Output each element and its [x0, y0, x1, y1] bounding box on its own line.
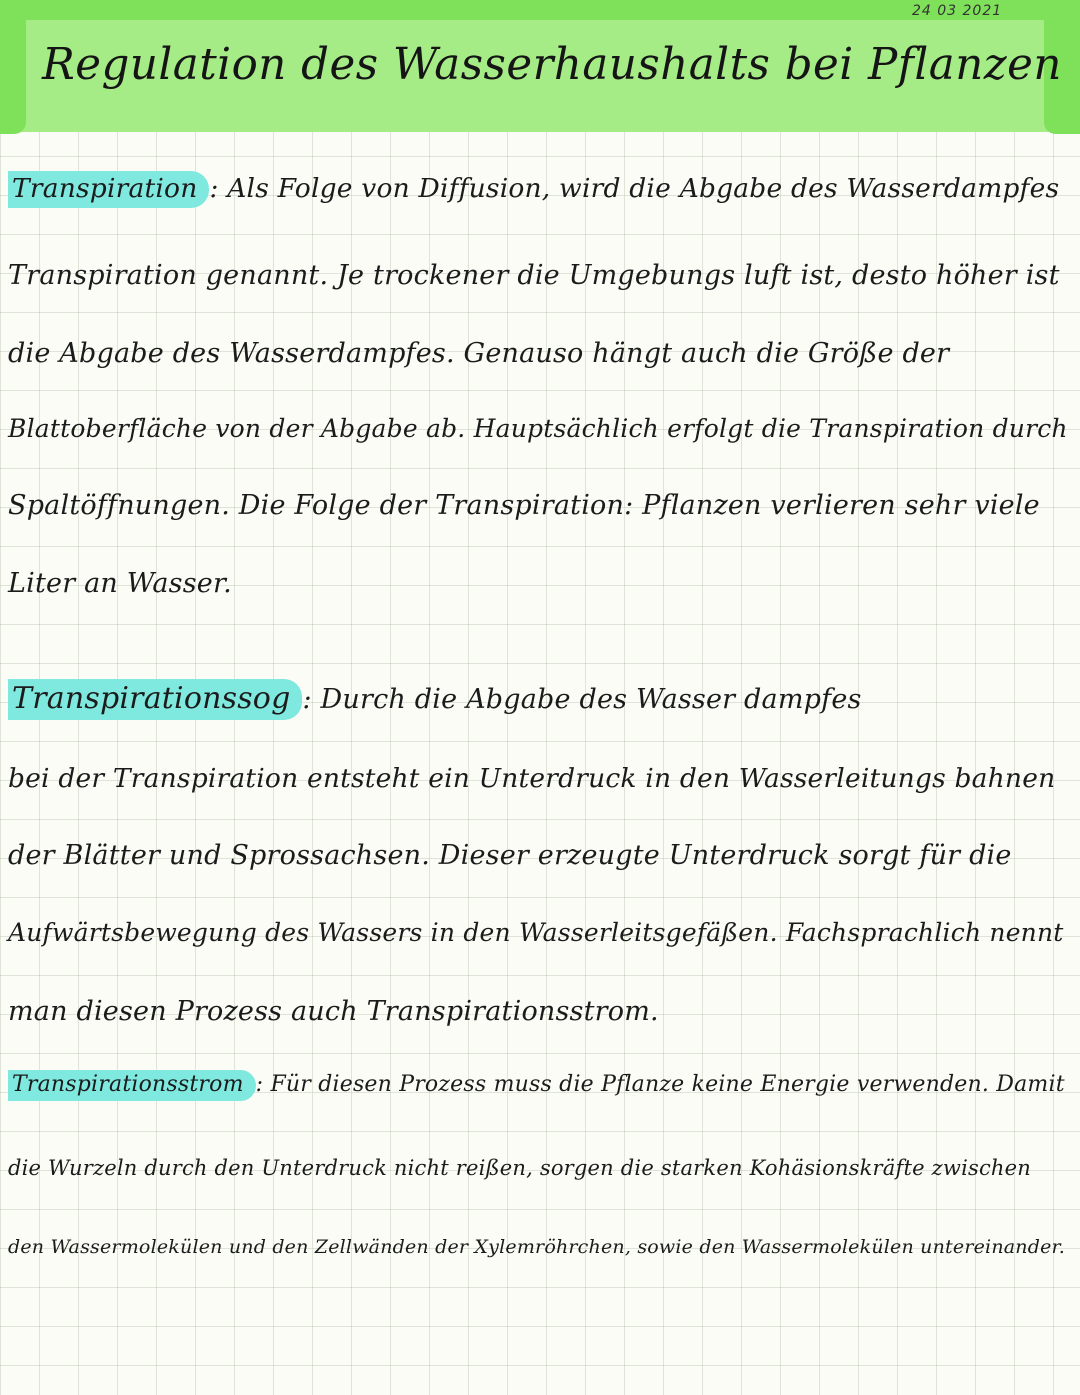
term-transpirationsstrom: Transpirationsstrom — [8, 1070, 256, 1101]
paragraph-line: die Abgabe des Wasserdampfes. Genauso hängt auch die Größe der — [8, 338, 950, 369]
paragraph-line: man diesen Prozess auch Transpirationsstrom. — [8, 996, 659, 1027]
term-transpiration: Transpiration — [8, 171, 209, 208]
section-transpirationssog-first-line — [8, 681, 862, 716]
section-transpirationsstrom-first-line — [8, 1074, 1065, 1096]
banner-left-edge — [0, 0, 26, 134]
paragraph-line: : Für diesen Prozess muss die Pflanze keine Energie verwenden. Damit — [255, 1072, 1065, 1097]
paragraph-line: Transpiration genannt. Je trockener die Umgebungs luft ist, desto höher ist — [8, 260, 1060, 291]
paragraph-line: bei der Transpiration entsteht ein Unterdruck in den Wasserleitungs bahnen — [8, 763, 1056, 794]
paragraph-line: der Blätter und Sprossachsen. Dieser erzeugte Unterdruck sorgt für die — [8, 840, 1012, 871]
term-transpirationssog: Transpirationssog — [8, 679, 302, 720]
paragraph-line: den Wassermolekülen und den Zellwänden der Xylemröhrchen, sowie den Wassermolekülen untereinander. — [8, 1236, 1065, 1258]
note-date: 24 03 2021 — [912, 3, 1003, 19]
paragraph-line: Aufwärtsbewegung des Wassers in den Wasserleitsgefäßen. Fachsprachlich nennt — [8, 918, 1064, 947]
paragraph-line: : Als Folge von Diffusion, wird die Abgabe des Wasserdampfes — [209, 173, 1060, 204]
section-transpiration-first-line — [8, 173, 1060, 204]
paragraph-line: : Durch die Abgabe des Wasser dampfes — [302, 684, 862, 715]
paragraph-line: Blattoberfläche von der Abgabe ab. Hauptsächlich erfolgt die Transpiration durch — [8, 414, 1068, 443]
paragraph-line: Liter an Wasser. — [8, 568, 232, 599]
paragraph-line: die Wurzeln durch den Unterdruck nicht reißen, sorgen die starken Kohäsionskräfte zwischen — [8, 1156, 1031, 1180]
page-title: Regulation des Wasserhaushalts bei Pflanzen — [42, 40, 1062, 90]
paragraph-line: Spaltöffnungen. Die Folge der Transpiration: Pflanzen verlieren sehr viele — [8, 490, 1040, 521]
